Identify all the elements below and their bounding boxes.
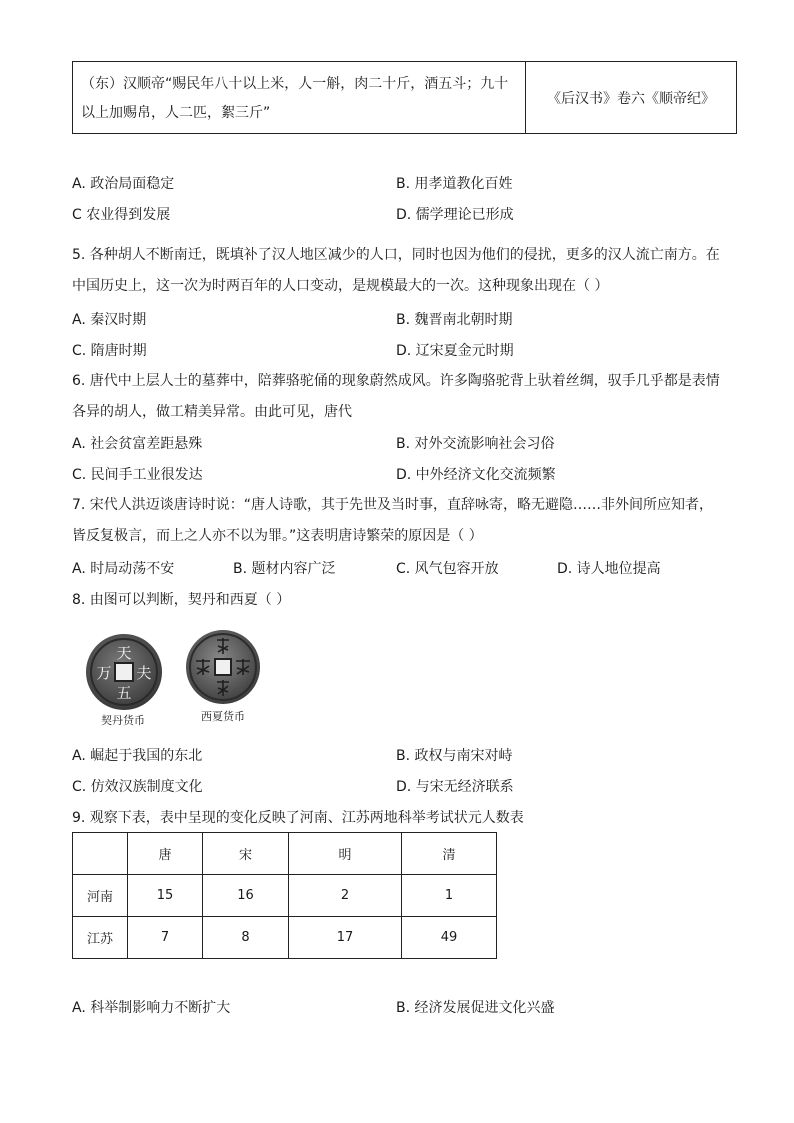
q6-line-1: 6. 唐代中上层人士的墓葬中，陪葬骆驼俑的现象蔚然成风。许多陶骆驼背上驮着丝绸，驭手几乎都是表情 — [72, 373, 720, 389]
q6-option-b[interactable]: B. 对外交流影响社会习俗 — [396, 436, 555, 452]
table-row — [73, 875, 497, 917]
source-content-line-2: 以上加赐帛，人二匹，絮三斤” — [81, 105, 271, 121]
western-xia-coin-image — [184, 628, 262, 706]
table-cell: 河南 — [73, 875, 128, 917]
q5-option-d[interactable]: D. 辽宋夏金元时期 — [396, 343, 514, 359]
table-row — [73, 917, 497, 959]
q7-option-a[interactable]: A. 时局动荡不安 — [72, 561, 175, 577]
q5-stem — [72, 240, 732, 302]
q4-option-c[interactable]: C 农业得到发展 — [72, 207, 171, 223]
source-reference-cell — [526, 62, 736, 133]
source-reference: 《后汉书》卷六《顺帝纪》 — [547, 90, 715, 107]
q7-option-d[interactable]: D. 诗人地位提高 — [557, 561, 661, 577]
svg-text:天: 天 — [116, 644, 132, 662]
q7-option-c[interactable]: C. 风气包容开放 — [396, 561, 499, 577]
q4-option-b[interactable]: B. 用孝道教化百姓 — [396, 176, 513, 192]
table-cell: 16 — [203, 875, 289, 917]
q7-line-2: 皆反复极言，而上之人亦不以为罪。”这表明唐诗繁荣的原因是（ ） — [72, 528, 483, 544]
table-cell: 1 — [402, 875, 497, 917]
q6-line-2: 各异的胡人，做工精美异常。由此可见，唐代 — [72, 404, 352, 420]
q6-option-a[interactable]: A. 社会贫富差距悬殊 — [72, 436, 203, 452]
source-table — [72, 61, 737, 134]
zhuangyuan-table — [72, 832, 497, 959]
table-header-cell: 明 — [289, 833, 402, 875]
source-content-cell — [73, 62, 526, 133]
source-content-line-1: （东）汉顺帝“赐民年八十以上米，人一斛，肉二十斤，酒五斗；九十 — [81, 76, 509, 92]
q7-stem — [72, 490, 732, 552]
table-header-cell: 宋 — [203, 833, 289, 875]
table-header-row — [73, 833, 497, 875]
q6-option-d[interactable]: D. 中外经济文化交流频繁 — [396, 467, 556, 483]
table-cell: 15 — [128, 875, 203, 917]
q8-stem: 8. 由图可以判断，契丹和西夏（ ） — [72, 592, 291, 608]
q8-option-a[interactable]: A. 崛起于我国的东北 — [72, 748, 203, 764]
svg-text:万: 万 — [96, 664, 112, 682]
table-header-cell: 唐 — [128, 833, 203, 875]
table-header-cell — [73, 833, 128, 875]
q5-option-a[interactable]: A. 秦汉时期 — [72, 312, 147, 328]
q5-option-b[interactable]: B. 魏晋南北朝时期 — [396, 312, 513, 328]
western-xia-coin-icon — [184, 628, 262, 706]
q4-option-a[interactable]: A. 政治局面稳定 — [72, 176, 175, 192]
svg-text:夫: 夫 — [136, 664, 152, 682]
q8-option-d[interactable]: D. 与宋无经济联系 — [396, 779, 514, 795]
table-cell: 17 — [289, 917, 402, 959]
svg-text:五: 五 — [116, 684, 132, 702]
q5-option-c[interactable]: C. 隋唐时期 — [72, 343, 147, 359]
q6-stem — [72, 366, 732, 428]
q9-option-b[interactable]: B. 经济发展促进文化兴盛 — [396, 1000, 555, 1016]
table-cell: 49 — [402, 917, 497, 959]
q8-option-c[interactable]: C. 仿效汉族制度文化 — [72, 779, 203, 795]
q5-line-2: 中国历史上，这一次为时两百年的人口变动，是规模最大的一次。这种现象出现在（ ） — [72, 278, 609, 294]
western-xia-coin-caption: 西夏货币 — [201, 710, 245, 723]
table-cell: 8 — [203, 917, 289, 959]
q4-option-d[interactable]: D. 儒学理论已形成 — [396, 207, 514, 223]
q6-option-c[interactable]: C. 民间手工业很发达 — [72, 467, 203, 483]
khitan-coin-caption: 契丹货币 — [101, 714, 145, 727]
table-cell: 7 — [128, 917, 203, 959]
table-cell: 2 — [289, 875, 402, 917]
khitan-coin-icon — [84, 632, 164, 712]
q7-option-b[interactable]: B. 题材内容广泛 — [233, 561, 336, 577]
q9-stem: 9. 观察下表，表中呈现的变化反映了河南、江苏两地科举考试状元人数表 — [72, 810, 524, 826]
q9-option-a[interactable]: A. 科举制影响力不断扩大 — [72, 1000, 231, 1016]
q8-option-b[interactable]: B. 政权与南宋对峙 — [396, 748, 513, 764]
table-header-cell: 清 — [402, 833, 497, 875]
khitan-coin-image — [84, 632, 164, 712]
table-cell: 江苏 — [73, 917, 128, 959]
q5-line-1: 5. 各种胡人不断南迁，既填补了汉人地区减少的人口，同时也因为他们的侵扰，更多的汉人流亡南方。在 — [72, 247, 720, 263]
q7-line-1: 7. 宋代人洪迈谈唐诗时说：“唐人诗歌，其于先世及当时事，直辞咏寄，略无避隐……非外间所应知者， — [72, 497, 714, 513]
